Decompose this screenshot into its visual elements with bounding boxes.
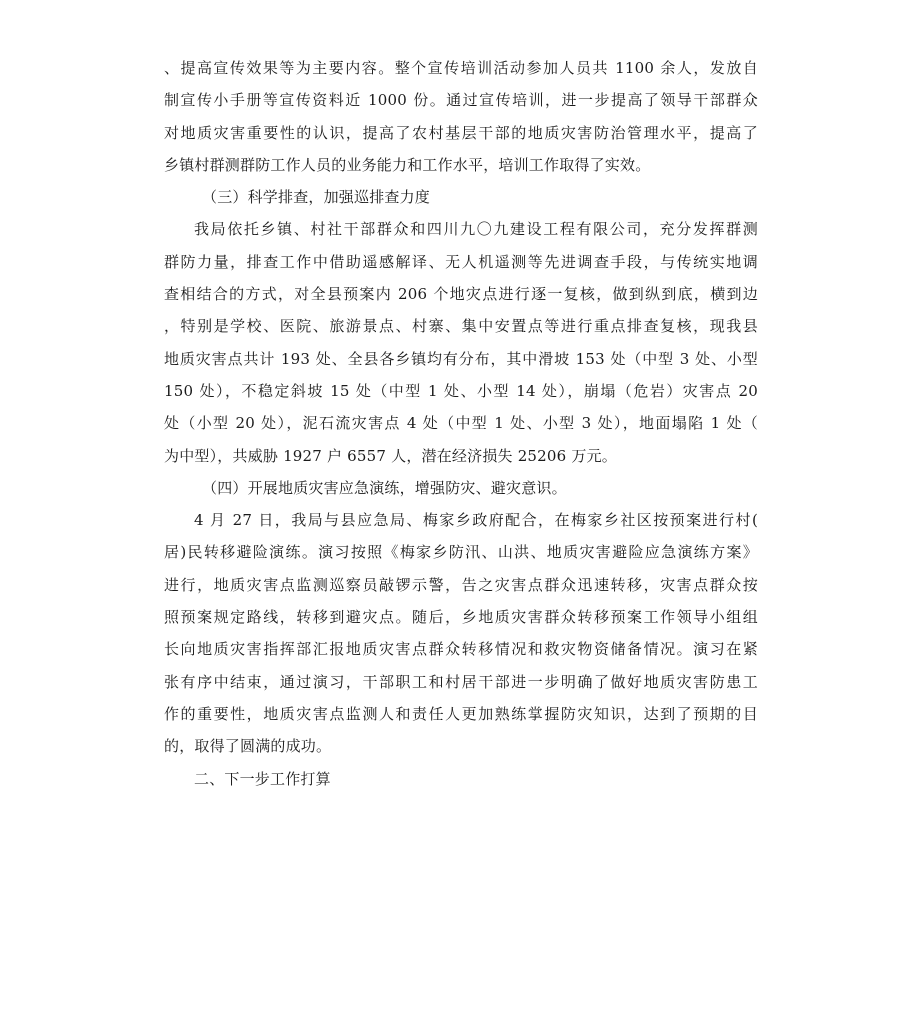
text-line: 群防力量，排查工作中借助遥感解译、无人机遥测等先进调查手段，与传统实地调 — [164, 252, 758, 271]
text-line: 对地质灾害重要性的认识，提高了农村基层干部的地质灾害防治管理水平，提高了 — [164, 123, 758, 142]
section-heading-next-steps: 二、下一步工作打算 — [194, 769, 331, 788]
text-line: 4 月 27 日，我局与县应急局、梅家乡政府配合，在梅家乡社区按预案进行村( — [194, 511, 758, 530]
paragraph-publicity-training — [164, 52, 758, 181]
text-line: 、提高宣传效果等为主要内容。整个宣传培训活动参加人员共 1100 余人，发放自 — [164, 59, 758, 77]
text-line: ，特别是学校、医院、旅游景点、村寨、集中安置点等进行重点排查复核，现我县 — [164, 317, 758, 336]
text-line: 作的重要性，地质灾害点监测人和责任人更加熟练掌握防灾知识，达到了预期的目 — [164, 704, 758, 723]
text-line: 进行，地质灾害点监测巡察员敲锣示警，告之灾害点群众迅速转移，灾害点群众按 — [164, 575, 758, 594]
text-line: 处（小型 20 处），泥石流灾害点 4 处（中型 1 处、小型 3 处），地面塌陷 1 处（ — [164, 414, 758, 433]
text-line: 的，取得了圆满的成功。 — [164, 737, 332, 756]
document-body — [164, 52, 758, 795]
paragraph-scientific-survey — [164, 213, 758, 471]
section-heading-3: （三）科学排查，加强巡排查力度 — [202, 188, 431, 207]
text-line: 照预案规定路线，转移到避灾点。随后，乡地质灾害群众转移预案工作领导小组组 — [164, 608, 758, 627]
text-line: 制宣传小手册等宣传资料近 1000 份。通过宣传培训，进一步提高了领导干部群众 — [164, 91, 758, 110]
text-line: 为中型），共威胁 1927 户 6557 人，潜在经济损失 25206 万元。 — [164, 446, 617, 465]
text-line: 居)民转移避险演练。演习按照《梅家乡防汛、山洪、地质灾害避险应急演练方案》 — [164, 543, 758, 562]
text-line: 张有序中结束，通过演习，干部职工和村居干部进一步明确了做好地质灾害防患工 — [164, 672, 758, 691]
text-line: 我局依托乡镇、村社干部群众和四川九〇九建设工程有限公司，充分发挥群测 — [194, 220, 758, 239]
text-line: 长向地质灾害指挥部汇报地质灾害点群众转移情况和救灾物资储备情况。演习在紧 — [164, 640, 758, 659]
text-line: 乡镇村群测群防工作人员的业务能力和工作水平，培训工作取得了实效。 — [164, 155, 651, 174]
text-line: 地质灾害点共计 193 处、全县各乡镇均有分布，其中滑坡 153 处（中型 3 处、小型 — [164, 349, 758, 368]
text-line: 查相结合的方式，对全县预案内 206 个地灾点进行逐一复核，做到纵到底，横到边 — [164, 285, 758, 304]
paragraph-emergency-drill — [164, 504, 758, 762]
section-heading-4: （四）开展地质灾害应急演练，增强防灾、避灾意识。 — [202, 478, 567, 497]
text-line: 150 处），不稳定斜坡 15 处（中型 1 处、小型 14 处），崩塌（危岩）灾害点 20 — [164, 381, 758, 400]
